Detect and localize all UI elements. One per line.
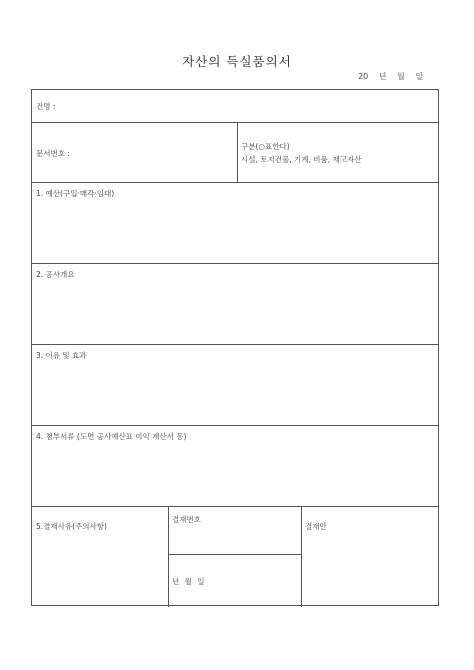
row-divider bbox=[32, 344, 438, 345]
approval-proposal-label: 결재안 bbox=[305, 522, 327, 531]
row-divider bbox=[32, 425, 438, 426]
row-divider bbox=[32, 263, 438, 264]
column-divider bbox=[301, 506, 302, 607]
section-budget: 1. 예산(구입·매각·임대) bbox=[36, 189, 115, 198]
document-title: 자산의 득실품의서 bbox=[182, 54, 292, 69]
approval-number-label: 결재번호 bbox=[172, 515, 201, 524]
date-line: 20 년 월 일 bbox=[358, 72, 423, 81]
row-divider bbox=[32, 182, 438, 183]
column-divider bbox=[168, 506, 169, 607]
section-overview: 2. 공사개요 bbox=[36, 270, 75, 279]
category-options[interactable]: 시설, 토지건물, 기계, 비품, 재고자산 bbox=[241, 155, 362, 164]
section-reason: 3. 이유 및 효과 bbox=[36, 351, 87, 360]
form-table bbox=[31, 89, 439, 606]
row-divider bbox=[169, 554, 301, 555]
section-attachments: 4. 첨부서류 (도면 공사예산표 이익 계산서 등) bbox=[36, 432, 187, 441]
subject-field[interactable]: 건명 : bbox=[36, 102, 56, 111]
section-notes: 5.결재사유(주의사항) bbox=[36, 522, 107, 531]
column-divider bbox=[237, 122, 238, 182]
category-label: 구분(○표한다) bbox=[241, 142, 290, 151]
doc-number-field[interactable]: 문서번호 : bbox=[36, 149, 70, 158]
row-divider bbox=[32, 506, 438, 507]
approval-date-label: 년 월 일 bbox=[172, 577, 205, 586]
row-divider bbox=[32, 122, 438, 123]
